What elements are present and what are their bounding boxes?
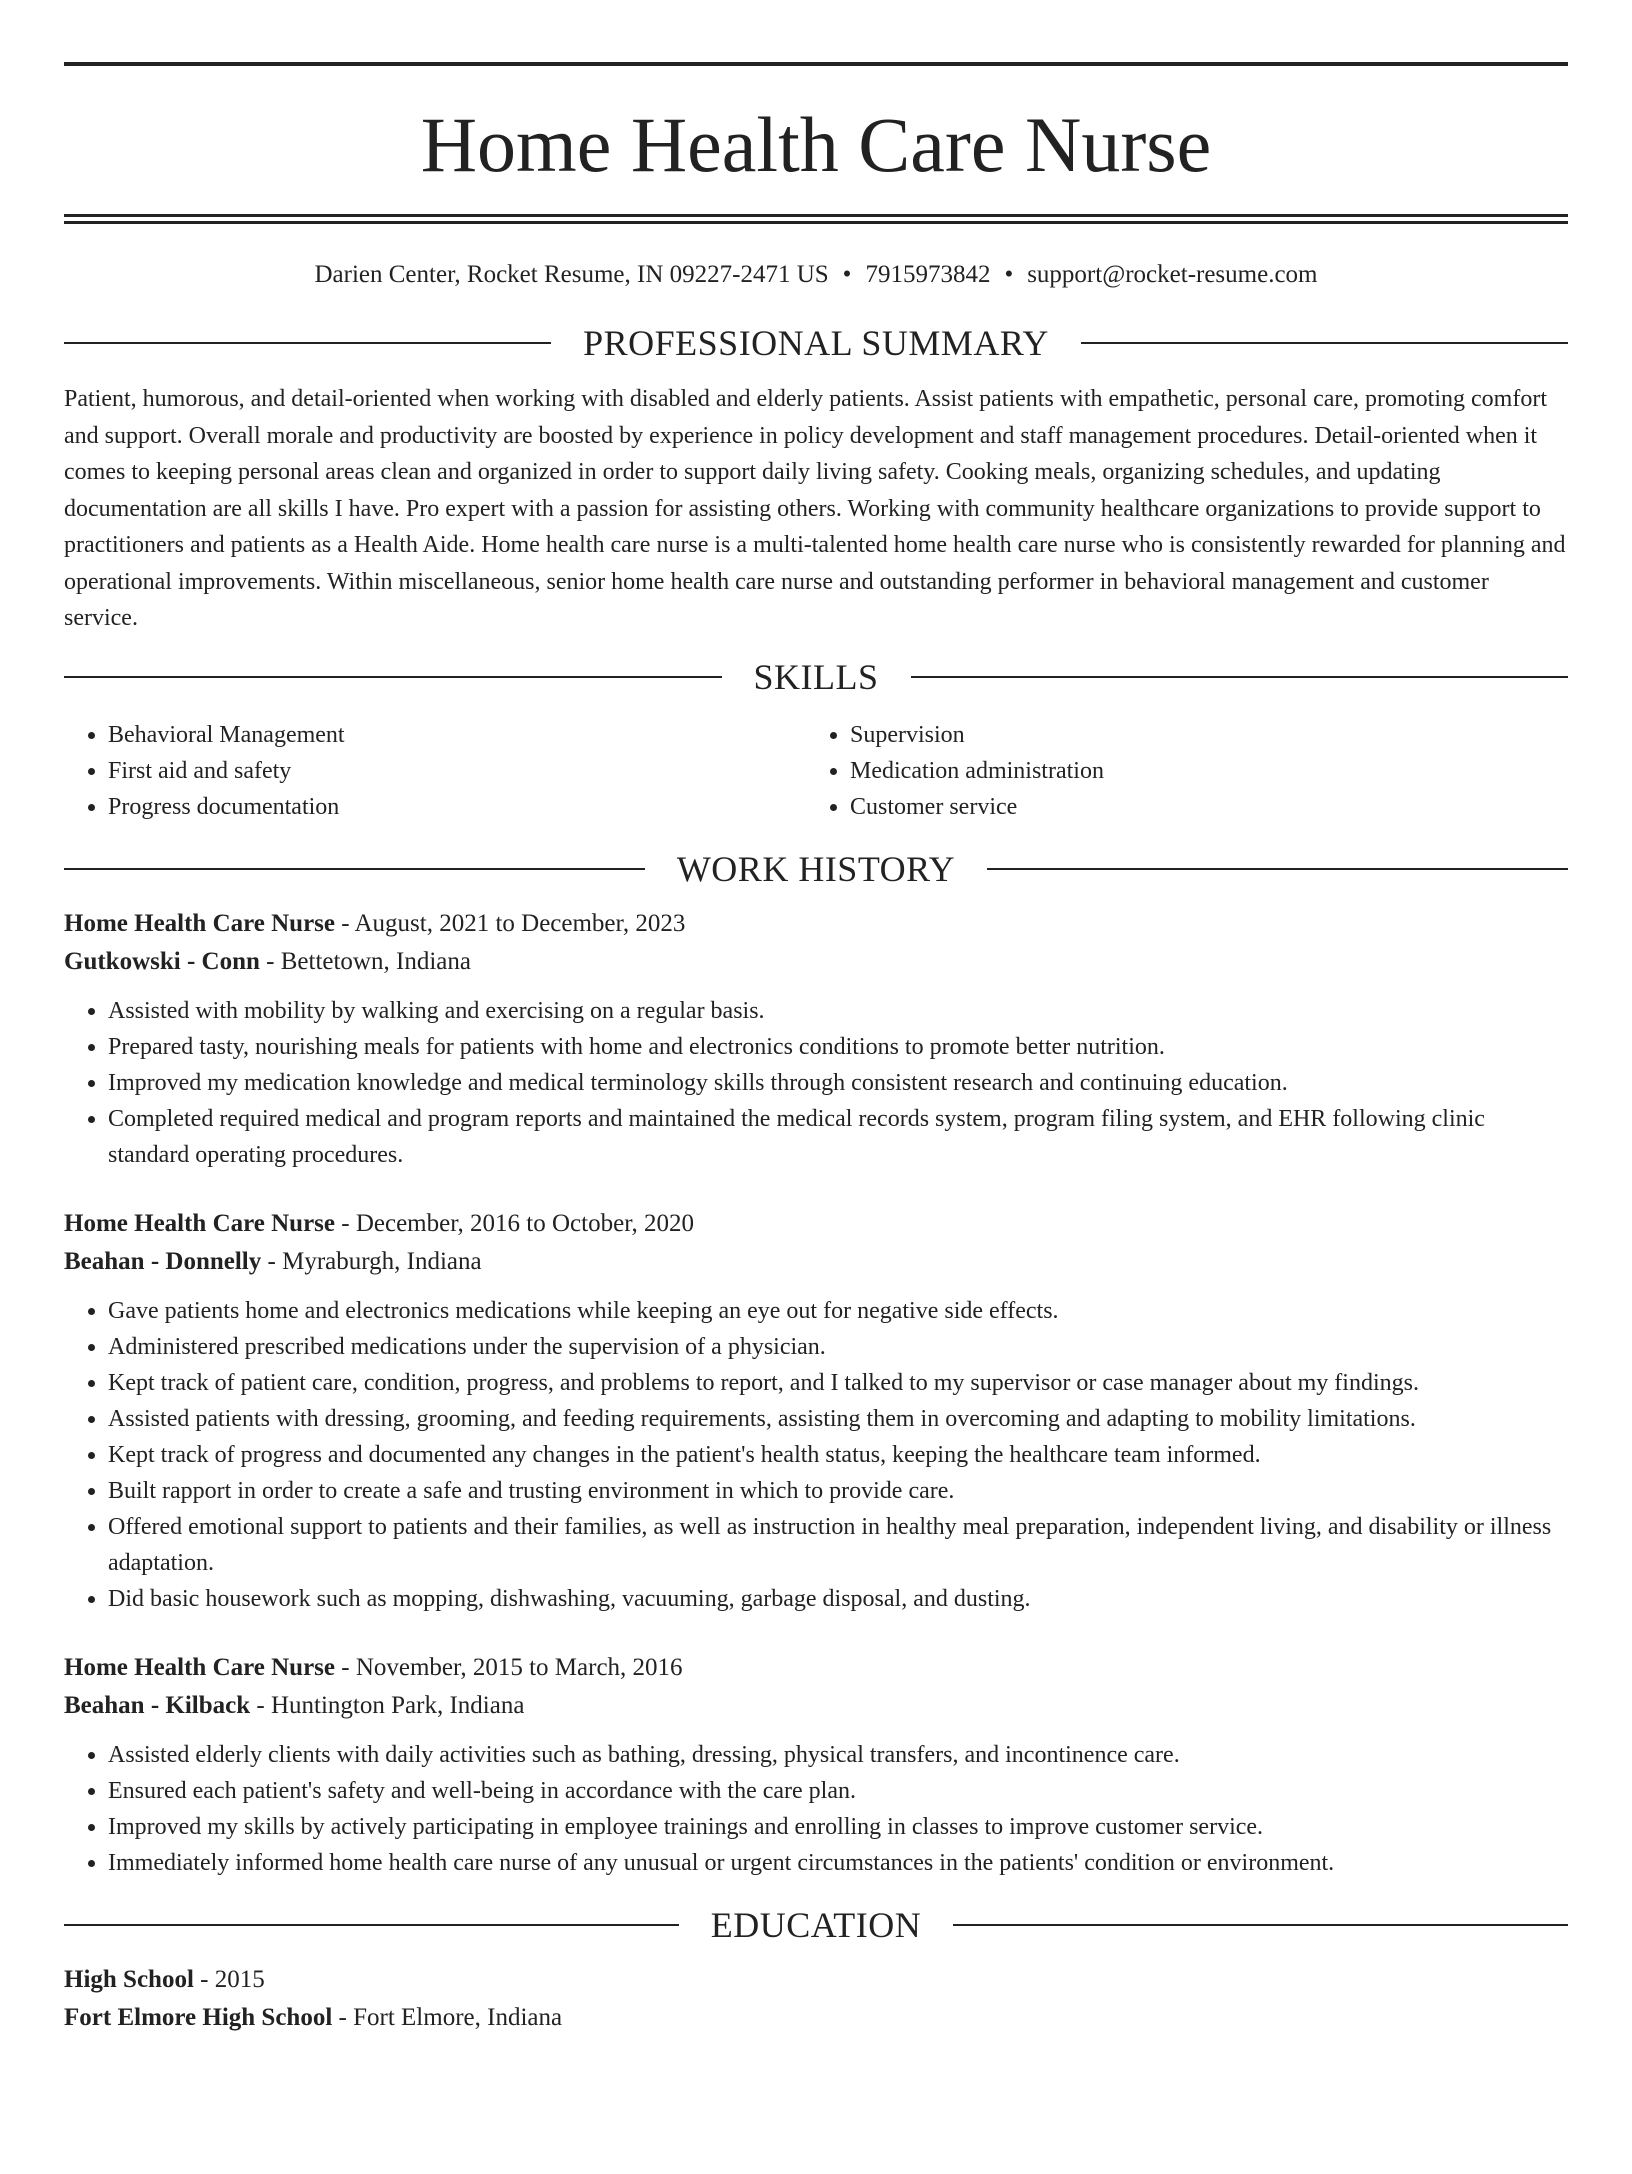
job-title-line <box>64 1205 1568 1243</box>
job-company: Gutkowski - Conn <box>64 947 260 975</box>
job-entry <box>64 1205 1568 1617</box>
education-school-line <box>64 1999 1568 2037</box>
job-company: Beahan - Kilback <box>64 1691 251 1719</box>
job-dates: - December, 2016 to October, 2020 <box>335 1209 695 1237</box>
job-location: - Myraburgh, Indiana <box>261 1247 482 1275</box>
job-entry <box>64 905 1568 1173</box>
skills-column-left <box>64 717 806 825</box>
job-bullet: • Offered emotional support to patients and their families, as well as instruction in healthy meal preparation, independent living, and disability or illness adaptation. <box>108 1509 1568 1581</box>
job-dates: - November, 2015 to March, 2016 <box>335 1653 683 1681</box>
job-bullet: • Kept track of patient care, condition, progress, and problems to report, and I talked to my supervisor or case manager about my findings. <box>108 1365 1568 1401</box>
heading-rule <box>64 868 645 870</box>
heading-rule <box>987 868 1568 870</box>
job-bullet: • Kept track of progress and documented any changes in the patient's health status, keeping the healthcare team informed. <box>108 1437 1568 1473</box>
education-degree-line <box>64 1961 1568 1999</box>
skills-column-right <box>806 717 1548 825</box>
skill-item: • Supervision <box>850 717 1548 753</box>
contact-line <box>64 262 1568 287</box>
heading-rule <box>64 342 551 344</box>
job-entry <box>64 1649 1568 1881</box>
top-rule <box>64 62 1568 66</box>
job-bullet: • Improved my medication knowledge and medical terminology skills through consistent research and continuing education. <box>108 1065 1568 1101</box>
summary-section-heading <box>64 325 1568 361</box>
heading-rule <box>64 676 722 678</box>
education-section-heading <box>64 1904 1568 1945</box>
heading-rule <box>911 676 1569 678</box>
job-dates: - August, 2021 to December, 2023 <box>335 909 686 937</box>
work-section-heading <box>64 848 1568 889</box>
skill-item: • Medication administration <box>850 753 1548 789</box>
education-heading: EDUCATION <box>710 1904 922 1945</box>
job-bullet: • Built rapport in order to create a safe and trusting environment in which to provide care. <box>108 1473 1568 1509</box>
education-entry <box>64 1961 1568 2037</box>
job-bullet: • Ensured each patient's safety and well-being in accordance with the care plan. <box>108 1773 1568 1809</box>
skills-section-heading <box>64 656 1568 697</box>
skill-item: • Behavioral Management <box>108 717 806 753</box>
job-company-line <box>64 1687 1568 1725</box>
job-title: Home Health Care Nurse <box>64 1209 336 1237</box>
job-bullets <box>64 1737 1568 1881</box>
summary-heading: PROFESSIONAL SUMMARY <box>583 323 1049 363</box>
education-school: Fort Elmore High School <box>64 2003 333 2031</box>
heading-rule <box>953 1924 1568 1926</box>
job-company-line <box>64 1243 1568 1281</box>
heading-rule <box>1081 342 1568 344</box>
skill-item: • First aid and safety <box>108 753 806 789</box>
contact-email: support@rocket-resume.com <box>1027 261 1318 288</box>
job-bullet: • Gave patients home and electronics medications while keeping an eye out for negative side effects. <box>108 1293 1568 1329</box>
contact-address: Darien Center, Rocket Resume, IN 09227-2471 US <box>314 261 829 288</box>
job-bullet: • Administered prescribed medications under the supervision of a physician. <box>108 1329 1568 1365</box>
job-title: Home Health Care Nurse <box>64 909 336 937</box>
job-company-line <box>64 943 1568 981</box>
skill-item: • Customer service <box>850 789 1548 825</box>
job-bullets <box>64 993 1568 1173</box>
candidate-name: Home Health Care Nurse <box>420 101 1212 188</box>
work-heading: WORK HISTORY <box>676 848 956 889</box>
job-title-line <box>64 1649 1568 1687</box>
job-bullet: • Did basic housework such as mopping, dishwashing, vacuuming, garbage disposal, and dusting. <box>108 1581 1568 1617</box>
contact-separator: • <box>842 261 852 288</box>
education-location: - Fort Elmore, Indiana <box>332 2003 563 2031</box>
job-company: Beahan - Donnelly <box>64 1247 262 1275</box>
education-degree: High School <box>64 1965 194 1993</box>
job-bullet: • Prepared tasty, nourishing meals for patients with home and electronics conditions to promote better nutrition. <box>108 1029 1568 1065</box>
contact-phone: 7915973842 <box>865 261 991 288</box>
skills-list <box>64 717 1568 825</box>
job-title: Home Health Care Nurse <box>64 1653 336 1681</box>
job-bullet: • Completed required medical and program reports and maintained the medical records system, program filing system, and EHR following clinic standard operating procedures. <box>108 1101 1568 1173</box>
job-bullet: • Improved my skills by actively participating in employee trainings and enrolling in classes to improve customer service. <box>108 1809 1568 1845</box>
heading-rule <box>64 1924 679 1926</box>
job-bullet: • Immediately informed home health care nurse of any unusual or urgent circumstances in the patients' condition or environment. <box>108 1845 1568 1881</box>
job-bullet: • Assisted with mobility by walking and exercising on a regular basis. <box>108 993 1568 1029</box>
job-bullet: • Assisted elderly clients with daily activities such as bathing, dressing, physical transfers, and incontinence care. <box>108 1737 1568 1773</box>
skills-heading: SKILLS <box>753 656 879 697</box>
job-title-line <box>64 905 1568 943</box>
job-bullets <box>64 1293 1568 1617</box>
skill-item: • Progress documentation <box>108 789 806 825</box>
education-year: - 2015 <box>193 1965 265 1993</box>
summary-text: Patient, humorous, and detail-oriented when working with disabled and elderly patients. Assist patients with empathetic, personal care, promoting comfort and support. Overall morale and productivity are boosted by experience in policy development and staff management procedures. Detail-oriented when it comes to keeping personal areas clean and organized in order to support daily living safety. Cooking meals, organizing schedules, and updating documentation are all skills I have. Pro expert with a passion for assisting others. Working with community healthcare organizations to provide support to practitioners and patients as a Health Aide. Home health care nurse is a multi-talented home health care nurse who is consistently rewarded for planning and operational improvements. Within miscellaneous, senior home health care nurse and outstanding performer in behavioral management and customer service. <box>64 386 1566 631</box>
contact-separator: • <box>1004 261 1014 288</box>
job-location: - Huntington Park, Indiana <box>250 1691 525 1719</box>
resume-page <box>0 62 1632 2174</box>
header-double-rule <box>64 214 1568 224</box>
job-location: - Bettetown, Indiana <box>259 947 471 975</box>
job-bullet: • Assisted patients with dressing, grooming, and feeding requirements, assisting them in overcoming and adapting to mobility limitations. <box>108 1401 1568 1437</box>
